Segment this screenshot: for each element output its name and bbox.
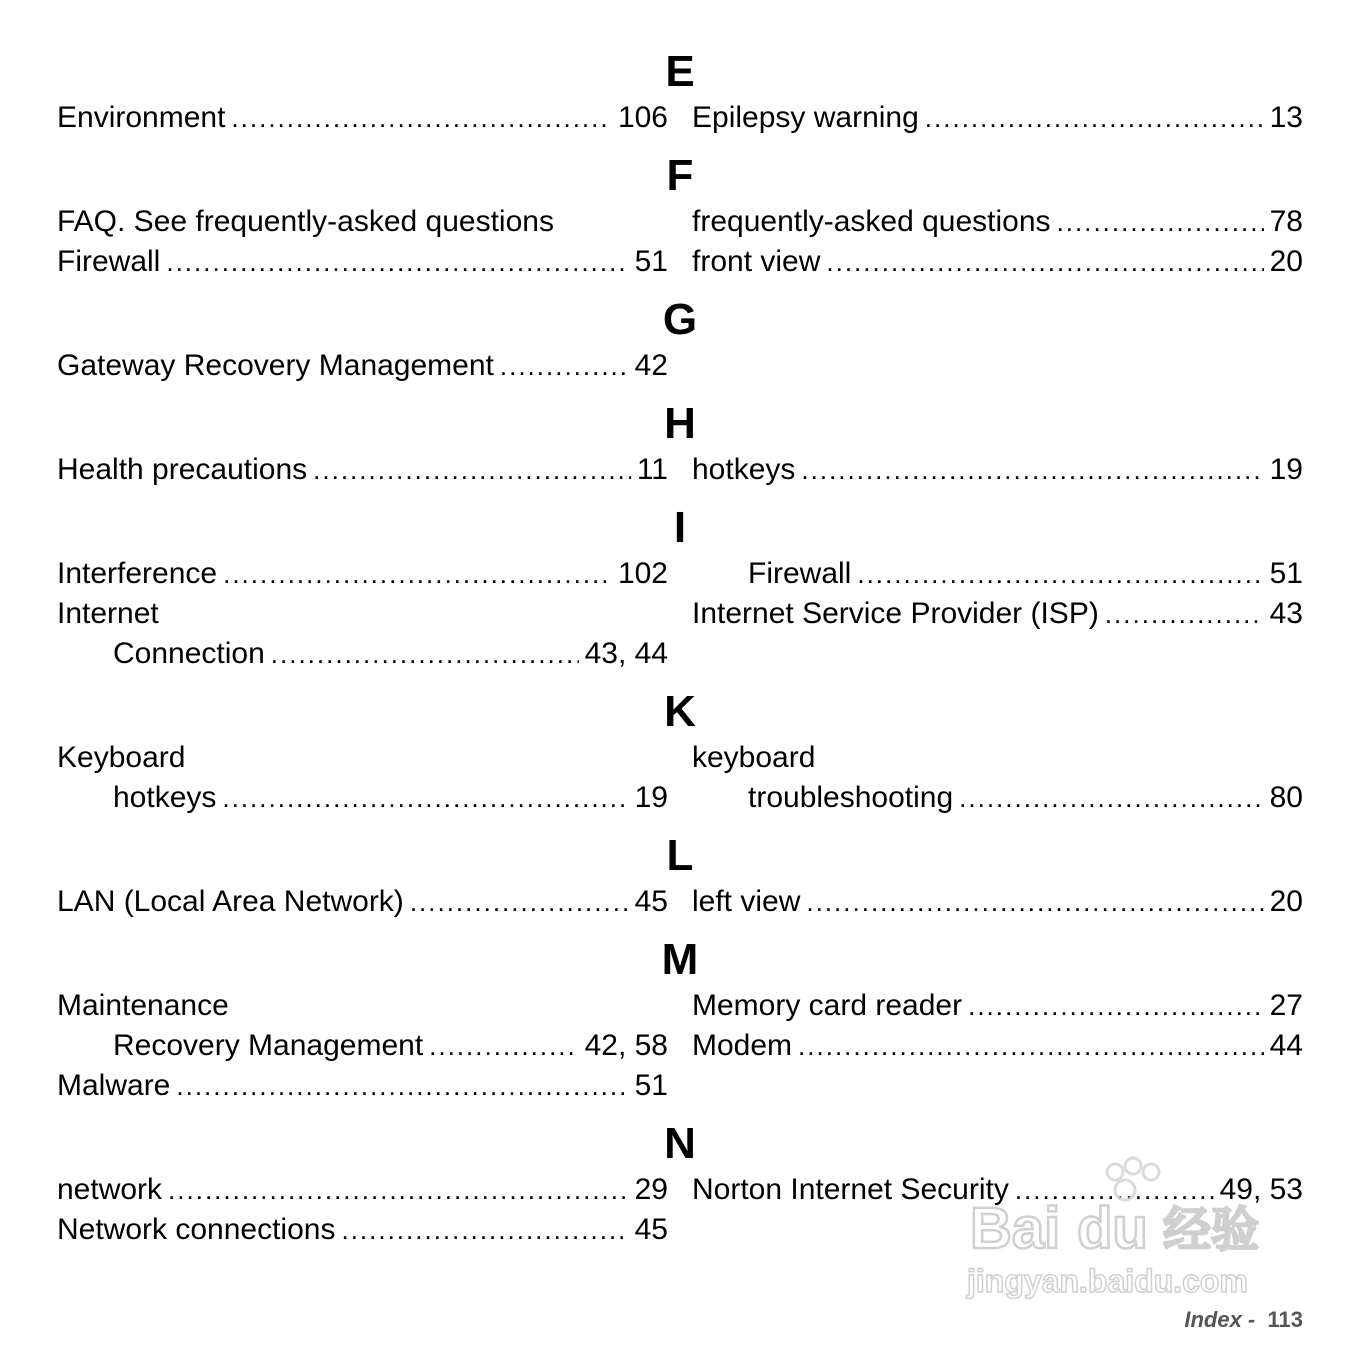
index-entry [692,594,1303,634]
entry-label: Firewall [748,557,852,590]
entry-page: 45 [634,885,668,918]
dot-leader [968,986,1264,1026]
section-letter-f: F [666,151,694,200]
section-letter-h: H [664,399,696,448]
entry-page: 44 [1269,1029,1303,1062]
footer-label: Index - [1184,1307,1256,1332]
dot-leader [500,346,629,386]
entry-page: 42 [634,349,668,382]
index-entry [57,986,668,1026]
entry-label: Maintenance [57,989,229,1022]
entry-label: Environment [57,101,226,134]
svg-text:经验: 经验 [1163,1202,1260,1258]
index-entry [57,346,668,386]
entry-label: Firewall [57,245,161,278]
dot-leader [410,882,629,922]
section-letter-l: L [666,831,694,880]
dot-leader [313,450,631,490]
section-letter-k: K [664,687,696,736]
dot-leader [223,554,612,594]
entry-label: network [57,1173,163,1206]
svg-text:jingyan.baidu.com: jingyan.baidu.com [967,1263,1248,1299]
entry-label: Keyboard [57,741,186,774]
dot-leader [959,778,1263,818]
index-entry [692,738,1303,778]
dot-leader [798,1026,1264,1066]
index-entry [57,882,668,922]
entry-page: 78 [1269,205,1303,238]
section-letter-i: I [673,503,687,552]
entry-page: 102 [617,557,668,590]
dot-leader [166,242,628,282]
index-entry [57,450,668,490]
baidu-watermark-logo [965,1150,1285,1310]
section-letter-g: G [662,295,698,344]
svg-text:du: du [1077,1196,1148,1261]
dot-leader [168,1170,629,1210]
dot-leader [1105,594,1264,634]
svg-text:Bai: Bai [970,1196,1061,1261]
entry-page: 19 [634,781,668,814]
dot-leader [231,98,612,138]
entry-page: 13 [1269,101,1303,134]
entry-page: 20 [1269,245,1303,278]
index-subentry [113,1026,668,1066]
dot-leader [925,98,1264,138]
entry-page: 20 [1269,885,1303,918]
index-entry [692,202,1303,242]
index-entry [692,882,1303,922]
index-entry [57,554,668,594]
entry-label: Norton Internet Security [692,1173,1009,1206]
dot-leader [271,634,579,674]
section-letter-n: N [664,1119,696,1168]
entry-label: left view [692,885,801,918]
index-entry [57,1066,668,1106]
dot-leader [429,1026,578,1066]
index-entry [57,1170,668,1210]
entry-label: Connection [113,637,265,670]
entry-page: 49, 53 [1219,1173,1303,1206]
entry-page: 45 [634,1213,668,1246]
section-letter-m: M [661,935,699,984]
index-subentry [748,554,1303,594]
entry-label: Epilepsy warning [692,101,919,134]
index-entry [57,594,668,634]
dot-leader [826,242,1263,282]
section-letter-e: E [665,47,695,96]
entry-page: 27 [1269,989,1303,1022]
index-entry [692,986,1303,1026]
entry-label: Modem [692,1029,793,1062]
entry-page: 51 [634,245,668,278]
index-entry [57,98,668,138]
dot-leader [1057,202,1264,242]
entry-page: 51 [1269,557,1303,590]
entry-label: Network connections [57,1213,336,1246]
entry-label: Internet Service Provider (ISP) [692,597,1099,630]
entry-label: Internet [57,597,159,630]
index-entry [57,202,668,242]
entry-label: troubleshooting [748,781,954,814]
index-subentry [113,778,668,818]
entry-label: Gateway Recovery Management [57,349,494,382]
index-subentry [748,778,1303,818]
entry-label: hotkeys [692,453,796,486]
index-entry [692,450,1303,490]
entry-label: Recovery Management [113,1029,424,1062]
entry-page: 29 [634,1173,668,1206]
dot-leader [176,1066,628,1106]
entry-page: 11 [636,453,668,486]
index-subentry [113,634,668,674]
dot-leader [806,882,1263,922]
dot-leader [857,554,1263,594]
index-entry [57,1210,668,1250]
entry-page: 106 [617,101,668,134]
entry-page: 43 [1269,597,1303,630]
entry-label: Health precautions [57,453,308,486]
index-entry [692,1026,1303,1066]
entry-label: front view [692,245,821,278]
footer-page-number: 113 [1267,1307,1303,1332]
entry-page: 43, 44 [584,637,668,670]
entry-page: 19 [1269,453,1303,486]
dot-leader [801,450,1263,490]
entry-label: keyboard [692,741,816,774]
index-entry [692,242,1303,282]
entry-label: Malware [57,1069,171,1102]
entry-label: Memory card reader [692,989,963,1022]
entry-label: FAQ. See frequently-asked questions [57,205,554,238]
entry-label: Interference [57,557,218,590]
dot-leader [341,1210,628,1250]
index-entry [692,98,1303,138]
entry-page: 42, 58 [584,1029,668,1062]
entry-label: LAN (Local Area Network) [57,885,404,918]
entry-page: 80 [1269,781,1303,814]
dot-leader [222,778,628,818]
entry-label: hotkeys [113,781,217,814]
index-entry [57,738,668,778]
entry-page: 51 [634,1069,668,1102]
index-entry [57,242,668,282]
page-footer [1184,1307,1303,1333]
entry-label: frequently-asked questions [692,205,1051,238]
